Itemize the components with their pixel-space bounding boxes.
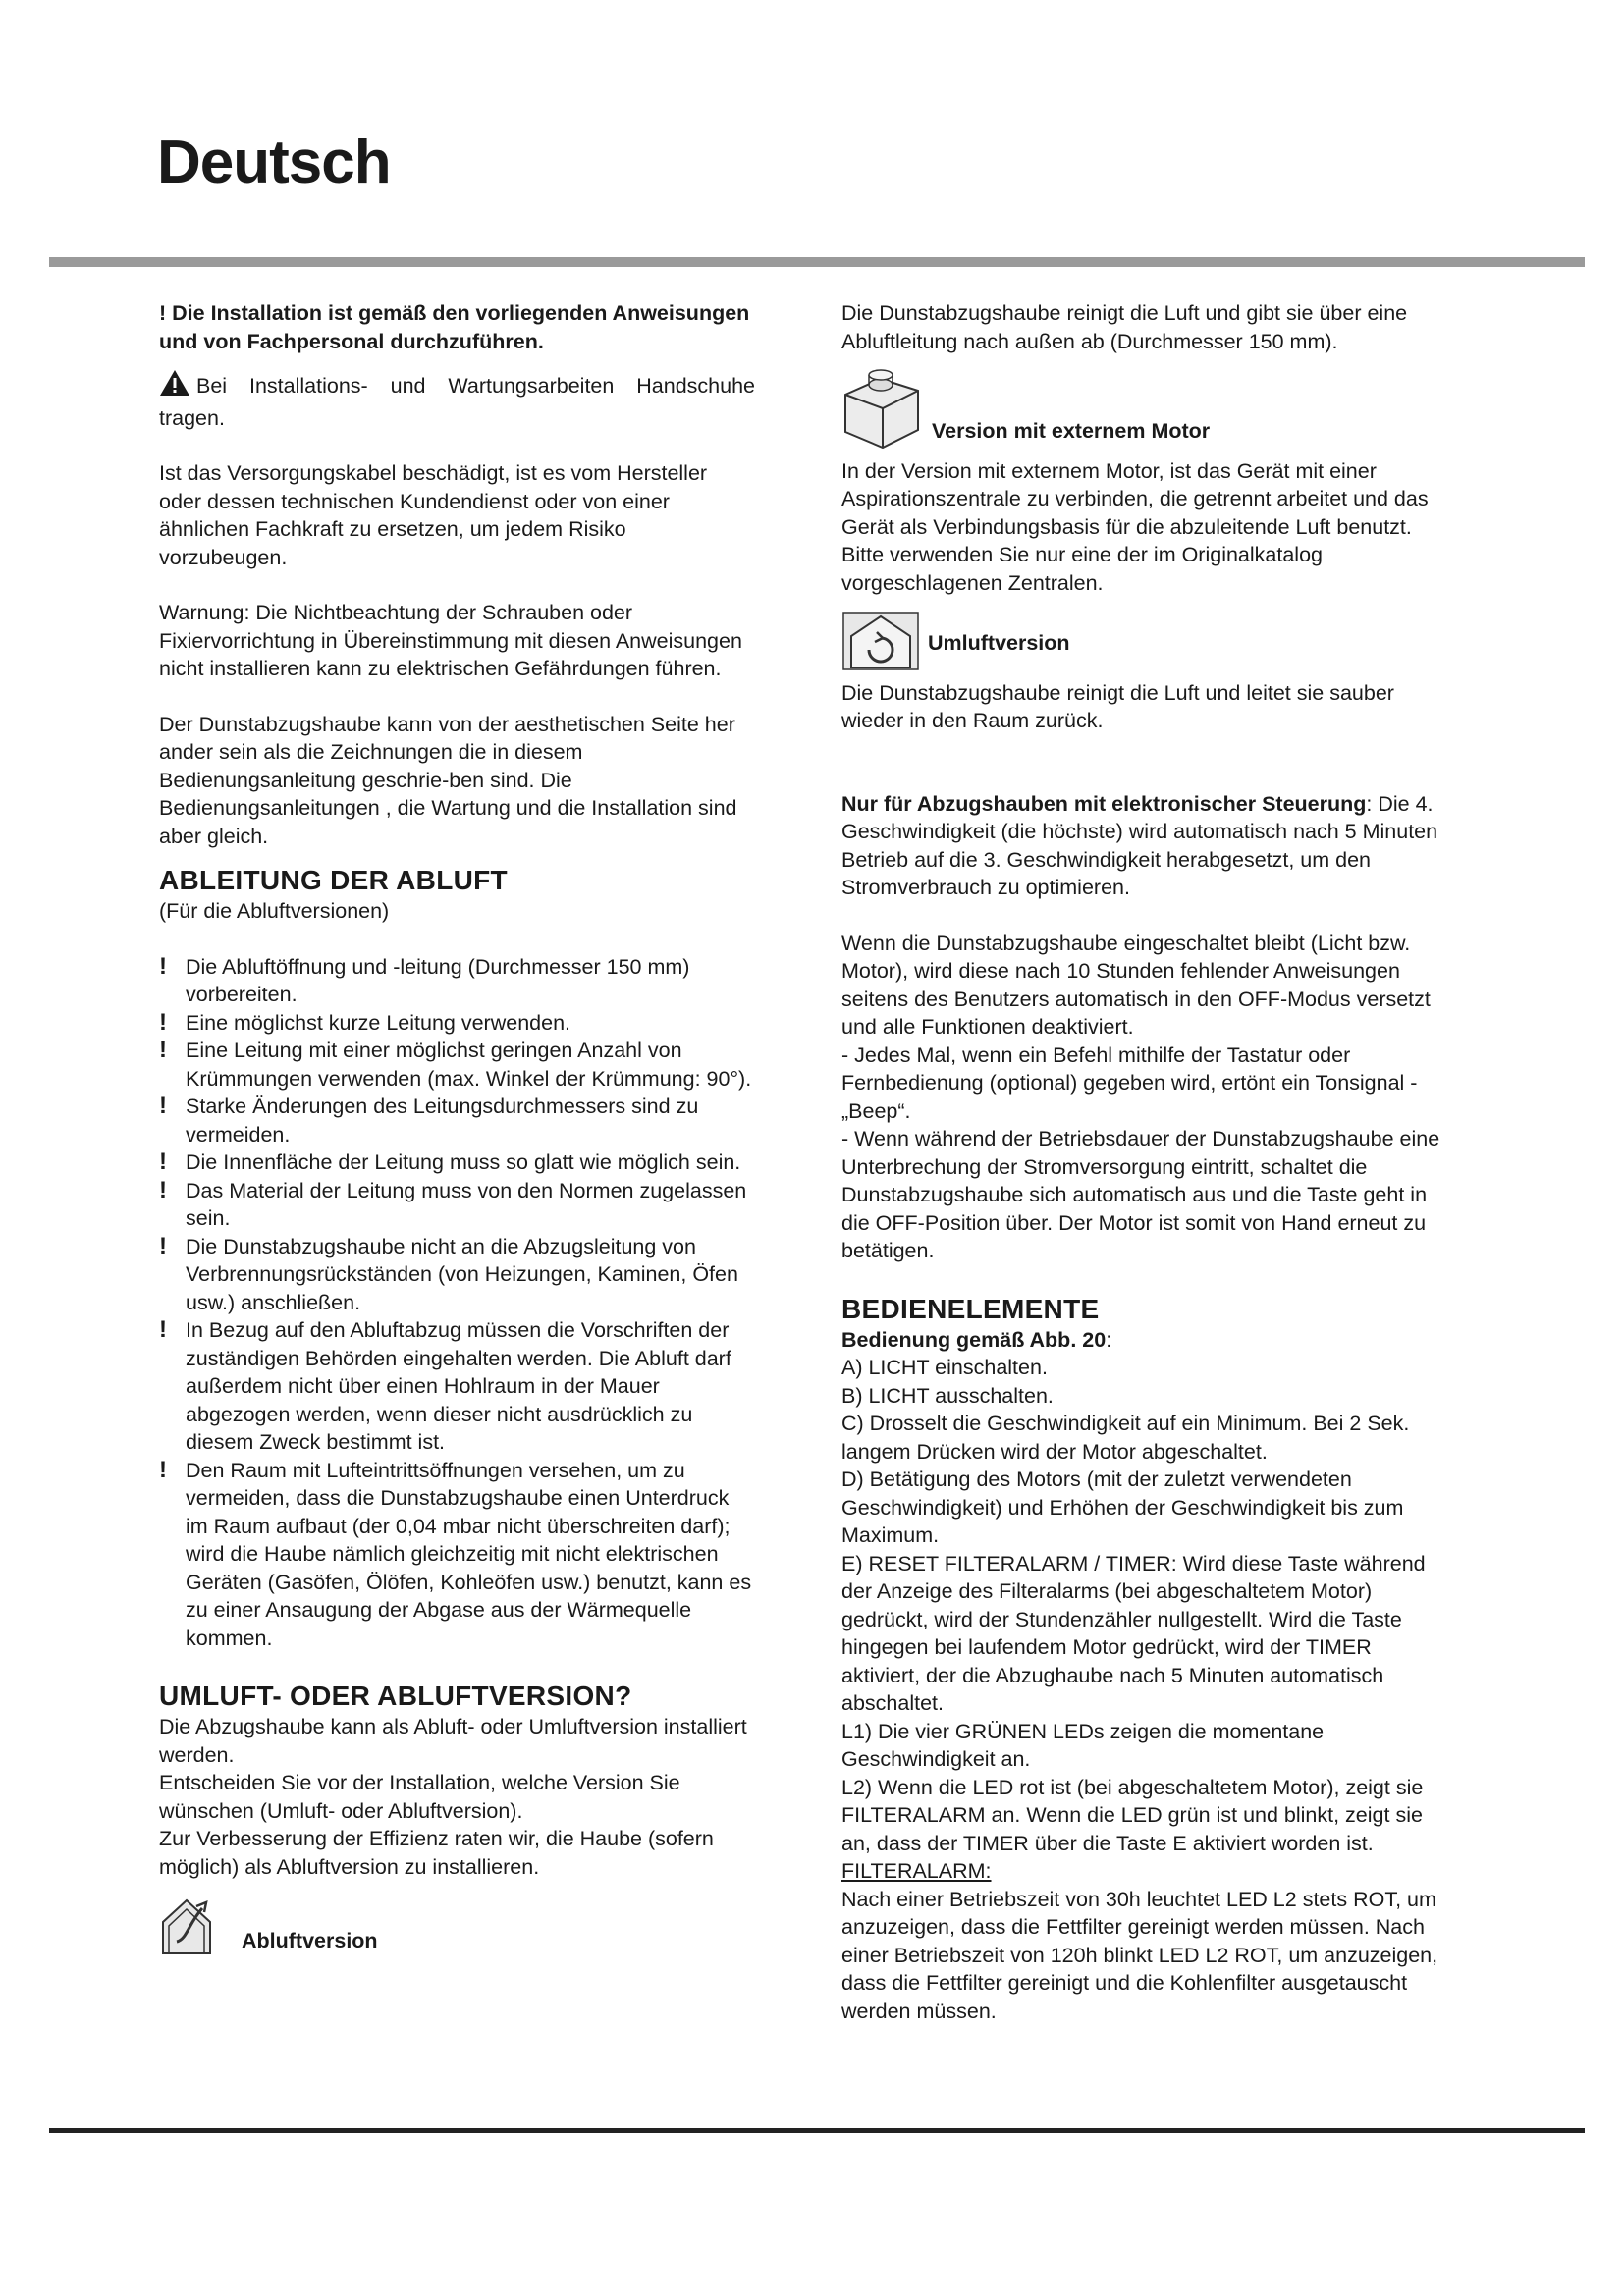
- right-column: [841, 299, 1440, 2025]
- exclamation-icon: !: [159, 1316, 167, 1343]
- exclamation-icon: !: [159, 1093, 167, 1119]
- umluft-label: Umluftversion: [928, 631, 1070, 655]
- controls-sub-label: Bedienung gemäß Abb. 20: [841, 1327, 1107, 1352]
- controls-sub-colon: :: [1106, 1327, 1112, 1352]
- abluft-label: Abluftversion: [242, 1929, 378, 1952]
- controls-list: [841, 1354, 1440, 1857]
- filter-alarm-paragraph: Nach einer Betriebszeit von 30h leuchtet LED L2 stets ROT, um anzuzeigen, dass die Fettfilter gereinigt werden müssen. Nach einer Betriebszeit von 120h blinkt LED L2 ROT, um anzuzeigen, dass die Fettfilter gereinigt und die Kohlenfilter ausgetauscht werden müssen.: [841, 1887, 1438, 2023]
- recirculation-house-icon: [841, 611, 920, 679]
- exclamation-icon: !: [159, 1008, 167, 1036]
- list-item: ! Eine möglichst kurze Leitung verwenden.: [159, 1008, 570, 1036]
- controls-subheading: [841, 1326, 1440, 1355]
- exclamation-icon: !: [159, 1037, 167, 1063]
- warning-paragraph: Warnung: Die Nichtbeachtung der Schrauben oder Fixiervorrichtung in Übereinstimmung mit diesen Anweisungen nicht installieren kann zu elektrischen Gefährdungen führen.: [159, 601, 742, 680]
- gloves-note: [159, 369, 755, 432]
- list-item: ! In Bezug auf den Abluftabzug müssen die Vorschriften der zuständigen Behörden eingehalten werden. Die Abluft darf außerdem nicht über einen Hohlraum in der Mauer abgezogen werden, wenn dieser nicht ausdrücklich zu diesem Zweck bestimmt ist.: [159, 1316, 731, 1454]
- auto-off-paragraph-1: Wenn die Dunstabzugshaube eingeschaltet bleibt (Licht bzw. Motor), wird diese nach 10 Stunden fehlender Anweisungen seitens des Benutzers automatisch in den OFF-Modus versetzt und alle Funktionen deaktiviert.: [841, 931, 1431, 1039]
- electronic-control-text: : Die 4. Geschwindigkeit (die höchste) wird automatisch nach 5 Minuten Betrieb auf die 3. Geschwindigkeit herabgesetzt, um den Stromverbrauch zu optimieren.: [841, 791, 1438, 899]
- list-item: D) Betätigung des Motors (mit der zuletzt verwendeten Geschwindigkeit) und Erhöhen der Geschwindigkeit bis zum Maximum.: [841, 1468, 1404, 1547]
- external-motor-row: [841, 369, 1440, 457]
- electronic-control-label: Nur für Abzugshauben mit elektronischer Steuerung: [841, 791, 1367, 816]
- exclamation-icon: !: [159, 952, 167, 980]
- gloves-text: Bei Installations- und Wartungsarbeiten Handschuhe tragen.: [159, 374, 755, 430]
- version-heading: UMLUFT- ODER ABLUFTVERSION?: [159, 1681, 632, 1711]
- list-item: L2) Wenn die LED rot ist (bei abgeschaltetem Motor), zeigt sie FILTERALARM an. Wenn die LED grün ist und blinkt, zeigt sie an, dass der TIMER über die Taste E aktiviert worden ist.: [841, 1775, 1424, 1855]
- list-item: ! Den Raum mit Lufteintrittsöffnungen versehen, um zu vermeiden, dass die Dunstabzugshaube einen Unterdruck im Raum aufbaut (der 0,04 mbar nicht überschreiten darf); wird die Haube nämlich gleichzeitig mit nicht elektrischen Geräten (Gasöfen, Ölöfen, Kohleöfen usw.) benutzt, kann es zu einer Ansaugung der Abgase aus der Wärmequelle kommen.: [159, 1456, 752, 1650]
- exhaust-house-icon: [159, 1895, 234, 1963]
- bottom-divider: [49, 2128, 1585, 2133]
- exhaust-heading: ABLEITUNG DER ABLUFT: [159, 865, 508, 895]
- auto-off-paragraph-2: - Jedes Mal, wenn ein Befehl mithilfe der Tastatur oder Fernbedienung (optional) gegeben wird, ertönt ein Tonsignal - „Beep“.: [841, 1042, 1418, 1123]
- exhaust-subheading: (Für die Abluftversionen): [159, 899, 390, 923]
- install-note: ! Die Installation ist gemäß den vorliegenden Anweisungen und von Fachpersonal durchzuführen.: [159, 301, 750, 353]
- warning-icon: [159, 369, 190, 404]
- version-paragraph-2: Entscheiden Sie vor der Installation, welche Version Sie wünschen (Umluft- oder Abluftversion).: [159, 1771, 680, 1823]
- version-paragraph-1: Die Abzugshaube kann als Abluft- oder Umluftversion installiert werden.: [159, 1715, 747, 1767]
- external-motor-paragraph: In der Version mit externem Motor, ist das Gerät mit einer Aspirationszentrale zu verbinden, die getrennt arbeitet und das Gerät als Verbindungsbasis für die abzuleitende Luft benutzt. Bitte verwenden Sie nur eine der im Originalkatalog vorgeschlagenen Zentralen.: [841, 458, 1429, 595]
- list-item: ! Die Abluftöffnung und -leitung (Durchmesser 150 mm) vorbereiten.: [159, 952, 690, 1006]
- exclamation-icon: !: [159, 1176, 167, 1203]
- intro-paragraph: Die Dunstabzugshaube reinigt die Luft und gibt sie über eine Abluftleitung nach außen ab (Durchmesser 150 mm).: [841, 301, 1408, 353]
- list-item: ! Starke Änderungen des Leitungsdurchmessers sind zu vermeiden.: [159, 1093, 699, 1147]
- list-item: ! Die Innenfläche der Leitung muss so glatt wie möglich sein.: [159, 1148, 741, 1175]
- top-divider: [49, 257, 1585, 267]
- external-motor-label: Version mit externem Motor: [932, 419, 1211, 443]
- auto-off-paragraph-3: - Wenn während der Betriebsdauer der Dunstabzugshaube eine Unterbrechung der Stromversorgung eintritt, schaltet die Dunstabzugshaube sich automatisch aus und die Taste geht in die OFF-Position über. Der Motor ist somit von Hand erneut zu betätigen.: [841, 1127, 1440, 1262]
- version-paragraph-3: Zur Verbesserung der Effizienz raten wir, die Haube (sofern möglich) als Abluftversion zu installieren.: [159, 1827, 714, 1879]
- list-item: ! Das Material der Leitung muss von den Normen zugelassen sein.: [159, 1176, 747, 1230]
- exclamation-icon: !: [159, 1456, 167, 1483]
- umluft-paragraph: Die Dunstabzugshaube reinigt die Luft und leitet sie sauber wieder in den Raum zurück.: [841, 680, 1394, 732]
- cable-paragraph: Ist das Versorgungskabel beschädigt, ist es vom Hersteller oder dessen technischen Kundendienst oder von einer ähnlichen Fachkraft zu ersetzen, um jedem Risiko vorzubeugen.: [159, 461, 708, 569]
- exhaust-bullet-list: [159, 953, 755, 1653]
- list-item: B) LICHT ausschalten.: [841, 1383, 1054, 1408]
- list-item: L1) Die vier GRÜNEN LEDs zeigen die momentane Geschwindigkeit an.: [841, 1719, 1325, 1771]
- filter-alarm-heading: FILTERALARM:: [841, 1859, 992, 1883]
- abluft-row: [159, 1895, 755, 1963]
- umluft-row: [841, 611, 1440, 679]
- aesthetic-paragraph: Der Dunstabzugshaube kann von der aesthetischen Seite her ander sein als die Zeichnungen die in diesem Bedienungsanleitung geschrie-ben sind. Die Bedienungsanleitungen , die Wartung und die Installation sind aber gleich.: [159, 712, 737, 848]
- list-item: E) RESET FILTERALARM / TIMER: Wird diese Taste während der Anzeige des Filteralarms (bei abgeschaltetem Motor) gedrückt, wird der Stundenzähler nullgestellt. Wird die Taste hingegen bei laufendem Motor gedrückt, wird der TIMER aktiviert, der die Abzughaube nach 5 Minuten automatisch abschaltet.: [841, 1551, 1426, 1715]
- controls-heading: BEDIENELEMENTE: [841, 1293, 1100, 1324]
- external-motor-icon: [841, 369, 924, 457]
- electronic-control-paragraph: [841, 790, 1440, 902]
- exclamation-icon: !: [159, 1148, 167, 1175]
- page-title: Deutsch: [157, 129, 391, 196]
- list-item: C) Drosselt die Geschwindigkeit auf ein Minimum. Bei 2 Sek. langem Drücken wird der Motor abgeschaltet.: [841, 1412, 1410, 1464]
- list-item: A) LICHT einschalten.: [841, 1356, 1048, 1379]
- list-item: ! Die Dunstabzugshaube nicht an die Abzugsleitung von Verbrennungsrückständen (von Heizungen, Kaminen, Öfen usw.) anschließen.: [159, 1232, 738, 1314]
- left-column: [159, 299, 755, 1963]
- exclamation-icon: !: [159, 1232, 167, 1259]
- list-item: ! Eine Leitung mit einer möglichst geringen Anzahl von Krümmungen verwenden (max. Winkel der Krümmung: 90°).: [159, 1037, 752, 1091]
